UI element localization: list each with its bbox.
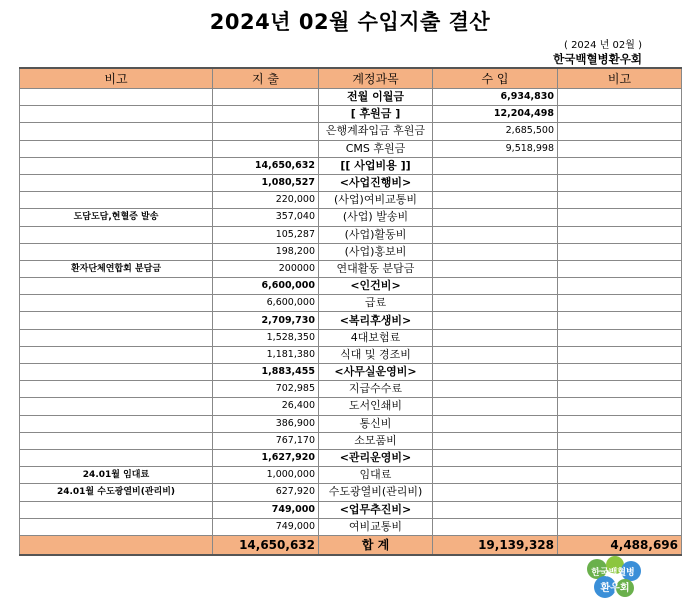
- cell-cat: 여비교통비: [319, 518, 433, 535]
- cell-note: [20, 501, 213, 518]
- cell-cat: 임대료: [319, 467, 433, 484]
- settlement-table: [19, 67, 682, 556]
- cell-cat: 연대활동 분담금: [319, 260, 433, 277]
- cell-exp: 1,181,380: [213, 346, 319, 363]
- cell-exp: 198,200: [213, 243, 319, 260]
- cell-note2: [558, 501, 682, 518]
- table-row: [20, 432, 682, 449]
- cell-cat: (사업)홍보비: [319, 243, 433, 260]
- cell-cat: <인건비>: [319, 278, 433, 295]
- table-body: [20, 89, 682, 555]
- cell-inc: [433, 226, 558, 243]
- table-row: [20, 449, 682, 466]
- cell-note: [20, 415, 213, 432]
- cell-inc: [433, 312, 558, 329]
- cell-exp: 749,000: [213, 501, 319, 518]
- cell-cat: <사업진행비>: [319, 174, 433, 191]
- cell-exp: 1,080,527: [213, 174, 319, 191]
- cell-exp: 6,600,000: [213, 295, 319, 312]
- cell-inc: 2,685,500: [433, 123, 558, 140]
- table-row: [20, 501, 682, 518]
- table-row: [20, 89, 682, 106]
- cell-exp: 14,650,632: [213, 157, 319, 174]
- organization-name: 한국백혈병환우회: [553, 52, 642, 66]
- cell-exp: 220,000: [213, 192, 319, 209]
- table-row: [20, 415, 682, 432]
- cell-note2: [558, 312, 682, 329]
- cell-note2: [558, 243, 682, 260]
- cell-exp: 357,040: [213, 209, 319, 226]
- cell-inc: [433, 432, 558, 449]
- total-row: [20, 535, 682, 555]
- cell-note2: [558, 346, 682, 363]
- svg-text:한국백혈병: 한국백혈병: [591, 568, 635, 578]
- cell-inc: 12,204,498: [433, 106, 558, 123]
- total-inc: 19,139,328: [433, 535, 558, 555]
- cell-cat: 지급수수료: [319, 381, 433, 398]
- cell-note2: [558, 432, 682, 449]
- table-row: [20, 174, 682, 191]
- total-note2: 4,488,696: [558, 535, 682, 555]
- cell-exp: 1,528,350: [213, 329, 319, 346]
- cell-cat: 은행계좌입금 후원금: [319, 123, 433, 140]
- cell-note2: [558, 329, 682, 346]
- cell-inc: [433, 295, 558, 312]
- cell-note2: [558, 398, 682, 415]
- cell-note: [20, 278, 213, 295]
- cell-note: [20, 518, 213, 535]
- svg-text:환우회: 환우회: [600, 583, 630, 594]
- table-row: [20, 346, 682, 363]
- cell-cat: 수도광열비(관리비): [319, 484, 433, 501]
- cell-cat: <복리후생비>: [319, 312, 433, 329]
- cell-inc: [433, 398, 558, 415]
- cell-cat: 식대 및 경조비: [319, 346, 433, 363]
- cell-exp: 767,170: [213, 432, 319, 449]
- cell-inc: [433, 329, 558, 346]
- cell-inc: [433, 346, 558, 363]
- cell-exp: [213, 106, 319, 123]
- cell-note: [20, 329, 213, 346]
- cell-cat: <사무실운영비>: [319, 364, 433, 381]
- cell-cat: 소모품비: [319, 432, 433, 449]
- table-row: [20, 157, 682, 174]
- cell-note: [20, 346, 213, 363]
- cell-note: [20, 140, 213, 157]
- header-income: 수 입: [433, 68, 558, 89]
- cell-cat: 전월 이월금: [319, 89, 433, 106]
- cell-note: [20, 174, 213, 191]
- cell-cat: (사업) 발송비: [319, 209, 433, 226]
- cell-note: 24.01월 수도광열비(관리비): [20, 484, 213, 501]
- cell-inc: [433, 467, 558, 484]
- total-cat: 합 계: [319, 535, 433, 555]
- cell-inc: [433, 501, 558, 518]
- cell-exp: 26,400: [213, 398, 319, 415]
- cell-exp: 1,883,455: [213, 364, 319, 381]
- cell-exp: 200000: [213, 260, 319, 277]
- cell-note2: [558, 174, 682, 191]
- cell-note2: [558, 449, 682, 466]
- cell-note2: [558, 157, 682, 174]
- cell-note: 환자단체연합회 분담금: [20, 260, 213, 277]
- header-account: 계정과목: [319, 68, 433, 89]
- cell-cat: 4대보험료: [319, 329, 433, 346]
- cell-note: [20, 243, 213, 260]
- cell-note: [20, 106, 213, 123]
- cell-inc: 6,934,830: [433, 89, 558, 106]
- table-row: [20, 484, 682, 501]
- cell-note: [20, 364, 213, 381]
- table-row: [20, 278, 682, 295]
- table-row: [20, 381, 682, 398]
- cell-exp: 749,000: [213, 518, 319, 535]
- cell-note2: [558, 106, 682, 123]
- cell-exp: 105,287: [213, 226, 319, 243]
- cell-exp: 6,600,000: [213, 278, 319, 295]
- table-row: [20, 123, 682, 140]
- cell-inc: 9,518,998: [433, 140, 558, 157]
- cell-exp: [213, 140, 319, 157]
- cell-cat: 급료: [319, 295, 433, 312]
- cell-note2: [558, 381, 682, 398]
- cell-exp: [213, 89, 319, 106]
- cell-inc: [433, 381, 558, 398]
- cell-inc: [433, 192, 558, 209]
- table-row: [20, 209, 682, 226]
- table-row: [20, 140, 682, 157]
- table-row: [20, 364, 682, 381]
- cell-cat: <업무추진비>: [319, 501, 433, 518]
- cell-note: [20, 295, 213, 312]
- cell-inc: [433, 260, 558, 277]
- table-header-row: [20, 68, 682, 89]
- cell-cat: [[ 사업비용 ]]: [319, 157, 433, 174]
- table-row: [20, 243, 682, 260]
- cell-note2: [558, 140, 682, 157]
- cell-note2: [558, 123, 682, 140]
- table-row: [20, 260, 682, 277]
- cell-note2: [558, 295, 682, 312]
- cell-note: [20, 192, 213, 209]
- cell-inc: [433, 157, 558, 174]
- cell-cat: 통신비: [319, 415, 433, 432]
- cell-inc: [433, 174, 558, 191]
- cell-inc: [433, 415, 558, 432]
- cell-note2: [558, 209, 682, 226]
- cell-note2: [558, 415, 682, 432]
- cell-exp: 1,627,920: [213, 449, 319, 466]
- total-note: [20, 535, 213, 555]
- cell-note: [20, 157, 213, 174]
- total-exp: 14,650,632: [213, 535, 319, 555]
- cell-note2: [558, 467, 682, 484]
- cell-inc: [433, 209, 558, 226]
- table-row: [20, 295, 682, 312]
- header-note: 비고: [20, 68, 213, 89]
- cell-exp: 627,920: [213, 484, 319, 501]
- cell-exp: [213, 123, 319, 140]
- cell-cat: CMS 후원금: [319, 140, 433, 157]
- cell-inc: [433, 518, 558, 535]
- cell-note: [20, 398, 213, 415]
- organization-logo: [583, 555, 643, 599]
- table-row: [20, 329, 682, 346]
- cell-note2: [558, 89, 682, 106]
- table-row: [20, 398, 682, 415]
- report-date: ( 2024 년 02월 ): [563, 40, 642, 51]
- cell-exp: 2,709,730: [213, 312, 319, 329]
- table-row: [20, 106, 682, 123]
- cell-note: 도담도담,현혈증 발송: [20, 209, 213, 226]
- cell-note: [20, 449, 213, 466]
- cell-note: [20, 432, 213, 449]
- cell-note2: [558, 278, 682, 295]
- cell-note2: [558, 484, 682, 501]
- cell-inc: [433, 364, 558, 381]
- cell-note: [20, 312, 213, 329]
- cell-note: [20, 89, 213, 106]
- cell-cat: (사업)활동비: [319, 226, 433, 243]
- header-expense: 지 출: [213, 68, 319, 89]
- cell-exp: 386,900: [213, 415, 319, 432]
- table-row: [20, 518, 682, 535]
- cell-exp: 1,000,000: [213, 467, 319, 484]
- cell-inc: [433, 449, 558, 466]
- cell-cat: 도서인쇄비: [319, 398, 433, 415]
- header-note2: 비고: [558, 68, 682, 89]
- table-row: [20, 467, 682, 484]
- cell-note2: [558, 192, 682, 209]
- cell-note2: [558, 260, 682, 277]
- cell-note2: [558, 226, 682, 243]
- cell-cat: <관리운영비>: [319, 449, 433, 466]
- cell-inc: [433, 484, 558, 501]
- cell-note: [20, 123, 213, 140]
- cell-exp: 702,985: [213, 381, 319, 398]
- cell-note: [20, 226, 213, 243]
- cell-note2: [558, 518, 682, 535]
- cell-cat: [ 후원금 ]: [319, 106, 433, 123]
- cell-inc: [433, 278, 558, 295]
- cell-cat: (사업)여비교통비: [319, 192, 433, 209]
- cell-note: [20, 381, 213, 398]
- table-row: [20, 226, 682, 243]
- table-row: [20, 312, 682, 329]
- page-title: 2024년 02월 수입지출 결산: [209, 10, 491, 34]
- cell-note: 24.01월 임대료: [20, 467, 213, 484]
- table-row: [20, 192, 682, 209]
- cell-note2: [558, 364, 682, 381]
- cell-inc: [433, 243, 558, 260]
